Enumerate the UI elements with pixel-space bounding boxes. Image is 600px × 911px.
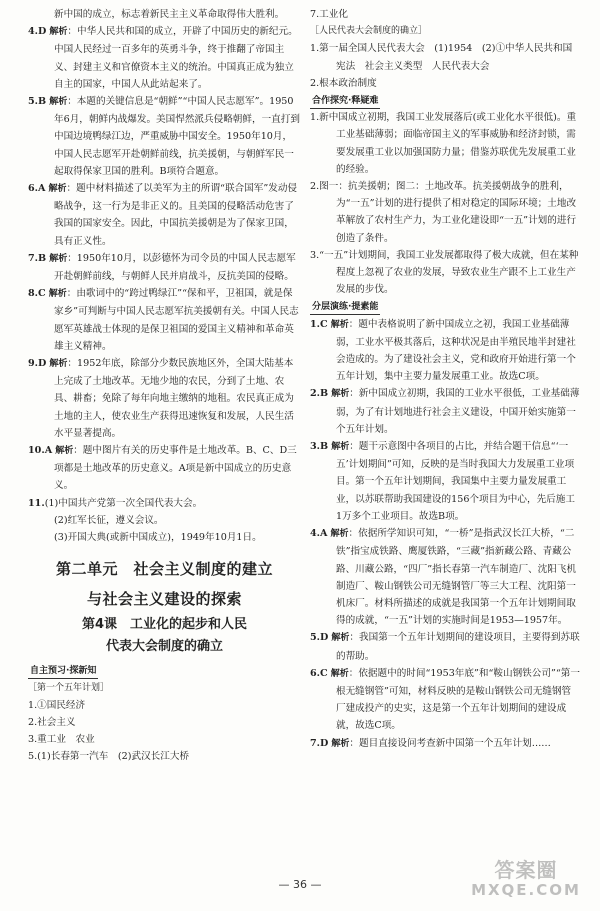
section-tag: 自主预习·探新知: [28, 665, 98, 679]
analysis-label: 解析: [48, 184, 67, 195]
analysis-text: ：题中图片有关的历史事件是土地改革。B、C、D三项都是土地改革的历史意义。A项是新中国成立的历史意义。: [54, 445, 297, 492]
analysis-label: 解析: [330, 668, 349, 679]
answer-number: 6.A: [28, 183, 46, 195]
practice-answer-2: [310, 385, 580, 438]
analysis-label: 解析: [330, 319, 349, 330]
answer-number: 2.B: [310, 388, 329, 400]
preview-item: 1.①国民经济: [28, 699, 86, 711]
left-column: [28, 6, 301, 766]
analysis-text: ：由歌词中的“跨过鸭绿江”“保和平，卫祖国，就是保家乡”可判断与中国人民志愿军抗美援朝有关。中国人民志愿军英雄战士体现的是保卫祖国的爱国主义精神和革命英雄主义精神。: [54, 288, 299, 352]
answer-number: 9.D: [28, 358, 47, 370]
answer-number: 5.B: [28, 96, 47, 108]
answer-number: 1.C: [310, 318, 328, 330]
analysis-label: 解析: [49, 97, 68, 108]
answer-4: [28, 23, 301, 93]
practice-answer-5: [310, 629, 580, 664]
analysis-label: 解析: [331, 389, 350, 400]
answer-7: [28, 250, 301, 285]
analysis-text: ：本题的关键信息是“朝鲜”“中国人民志愿军”。1950年6月，朝鲜内战爆发。美国悍然派兵侵略朝鲜，一直打到中国边境鸭绿江边，严重威胁中国安全。1950年10月，中国人民志愿军开赴朝鲜前线，抗美援朝，与朝鲜军民一起取得保家卫国的胜利。B项符合题意。: [54, 96, 300, 177]
unit-title: 第二单元 社会主义制度的建立: [55, 560, 273, 579]
answer-number: 8.C: [28, 288, 46, 300]
page-number-value: 36: [293, 878, 307, 891]
answer-10: [28, 442, 301, 495]
subsection-heading: ［第一个五年计划］: [28, 682, 110, 693]
watermark-text: 答案圈: [494, 858, 558, 882]
analysis-label: 解析: [331, 442, 350, 453]
answer-8: [28, 285, 301, 355]
preview-item: 2.社会主义: [28, 716, 76, 728]
section-tag: 分层演练·提素能: [310, 301, 380, 315]
analysis-text: ：新中国成立初期，我国的工业水平很低，工业基础薄弱，为了有计划地进行社会主义建设，中国开始实施第一个五年计划。: [336, 388, 580, 435]
subsection-heading: ［人民代表大会制度的确立］: [310, 26, 428, 37]
answer-item: (3)开国大典(或新中国成立)，1949年10月1日。: [54, 532, 262, 544]
answer-number: 6.C: [310, 667, 328, 679]
section-heading: [310, 298, 580, 315]
explore-item: 1.新中国成立初期，我国工业发展落后(或工业化水平很低)。重工业基础薄弱；面临帝国主义的军事威胁和经济封锁，需要发展重工业以加强国防力量；借鉴苏联优先发展重工业的经验。: [310, 112, 577, 175]
analysis-text: ：依据题中的时间“1953年底”和“鞍山钢铁公司”“第一根无缝钢管”可知，材料反映的是鞍山钢铁公司无缝钢管厂建成投产的史实，这是第一个五年计划期间的建设成就，故选C项。: [336, 667, 580, 732]
answer-number: 7.B: [28, 252, 47, 264]
unit-title-line2: 与社会主义建设的探索: [86, 590, 242, 609]
section-tag: 合作探究·释疑难: [310, 95, 380, 109]
analysis-label: 解析: [49, 359, 68, 370]
analysis-text: ：题目直接设问考查新中国第一个五年计划……: [349, 737, 551, 749]
answer-continuation: 新中国的成立，标志着新民主主义革命取得伟大胜利。: [54, 9, 285, 20]
practice-answer-7: [310, 735, 580, 753]
analysis-text: ：题干示意图中各项目的占比，并结合题干信息“‘一五’计划期间”可知，反映的是当时我国大力发展重工业项目。第一个五年计划期间，我国集中主要力量发展重工业，以苏联帮助我国建设的156个项目为中心，先后施工1万多个工业项目。故选B项。: [336, 441, 575, 522]
right-column: [310, 6, 580, 753]
section-heading: [310, 92, 580, 109]
analysis-label: 解析: [48, 289, 67, 300]
preview-item: 7.工业化: [310, 9, 348, 20]
answer-5: [28, 93, 301, 180]
explore-item: 3.“一五”计划期间，我国工业发展都取得了极大成就，但在某种程度上忽视了农业的发展，导致农业生产跟不上工业生产发展的步伐。: [310, 249, 579, 296]
analysis-label: 解析: [330, 529, 349, 540]
answer-11: [28, 495, 301, 547]
analysis-label: 解析: [331, 633, 350, 644]
practice-answer-6: [310, 665, 580, 735]
analysis-text: ：我国第一个五年计划期间的建设项目，主要得到苏联的帮助。: [336, 632, 580, 662]
analysis-text: ：题中表格说明了新中国成立之初，我国工业基础薄弱，工业水平极其落后，这种状况是由半殖民地半封建社会造成的。为了建设社会主义，党和政府开始进行第一个五年计划，集中主要力量发展重工业。故选C项。: [336, 318, 576, 383]
answer-number: 10.A: [28, 445, 53, 457]
watermark-logo: [462, 860, 590, 906]
analysis-text: ：中华人民共和国的成立，开辟了中国历史的新纪元。中国人民经过一百多年的英勇斗争，终于推翻了帝国主义、封建主义和官僚资本主义的统治。中国真正成为独立自主的国家，中国人从此站起来了。: [54, 26, 298, 90]
answer-item: (2)红军长征，遵义会议。: [54, 514, 164, 526]
analysis-text: ：1950年10月，以彭德怀为司令员的中国人民志愿军开赴朝鲜前线，与朝鲜人民并肩战斗，反抗美国的侵略。: [54, 252, 296, 283]
preview-item: 5.(1)长春第一汽车 (2)武汉长江大桥: [28, 751, 190, 763]
answer-number: 4.A: [310, 528, 328, 540]
analysis-label: 解析: [49, 27, 68, 38]
answer-number: 5.D: [310, 632, 329, 644]
analysis-text: ：依据所学知识可知，“一桥”是指武汉长江大桥，“二铁”指宝成铁路、鹰厦铁路，“三藏”指新藏公路、青藏公路、川藏公路，“四厂”指长春第一汽车制造厂、沈阳飞机制造厂、鞍山钢铁公司无缝钢管厂等三大工程、沈阳第一机床厂。材料所描述的成就是我国第一个五年计划期间取得的成就，“一五”计划的实施时间是1953—1957年。: [336, 528, 577, 627]
analysis-text: ：1952年底，除部分少数民族地区外，全国大陆基本上完成了土地改革。无地少地的农民，分到了土地、农具、耕畜；免除了每年向地主缴纳的地租。农民真正成为土地的主人，使农业生产获得迅速恢复和发展，人民生活水平显著提高。: [54, 358, 294, 439]
answer-number: 7.D: [310, 737, 329, 749]
analysis-label: 解析: [331, 738, 350, 749]
answer-number: 11.: [28, 497, 45, 509]
section-heading: [28, 662, 301, 679]
answer-number: 4.D: [28, 26, 47, 38]
preview-item: 3.重工业 农业: [28, 734, 95, 746]
preview-item: 2.根本政治制度: [310, 77, 377, 89]
lesson-title: 第4课 工业化的起步和人民: [81, 617, 248, 633]
practice-answer-3: [310, 438, 580, 525]
answer-9: [28, 355, 301, 442]
answer-number: 3.B: [310, 441, 329, 453]
preview-item: 1.第一届全国人民代表大会 (1)1954 (2)①中华人民共和国宪法 社会主义类型 人民代表大会: [310, 43, 573, 72]
practice-answer-4: [310, 525, 580, 629]
analysis-text: ：题中材料描述了以美军为主的所谓“联合国军”发动侵略战争，这一行为是非正义的。且美国的侵略活动危害了我国的国家安全。因此，中国抗美援朝是为了保家卫国，具有正义性。: [54, 183, 298, 247]
analysis-label: 解析: [49, 253, 68, 264]
explore-item: 2.图一：抗美援朝；图二：土地改革。抗美援朝战争的胜利，为“一五”计划的进行提供了相对稳定的国际环境；土地改革解放了农村生产力，为工业化建设即“一五”计划的进行创造了条件。: [310, 181, 577, 244]
lesson-title-line2: 代表大会制度的确立: [105, 639, 223, 655]
answer-6: [28, 180, 301, 250]
page-number: — 36 —: [278, 878, 322, 891]
watermark-url: MXQE.COM: [471, 881, 581, 899]
answer-item: (1)中国共产党第一次全国代表大会。: [44, 497, 203, 509]
analysis-label: 解析: [55, 446, 74, 457]
practice-answer-1: [310, 316, 580, 386]
